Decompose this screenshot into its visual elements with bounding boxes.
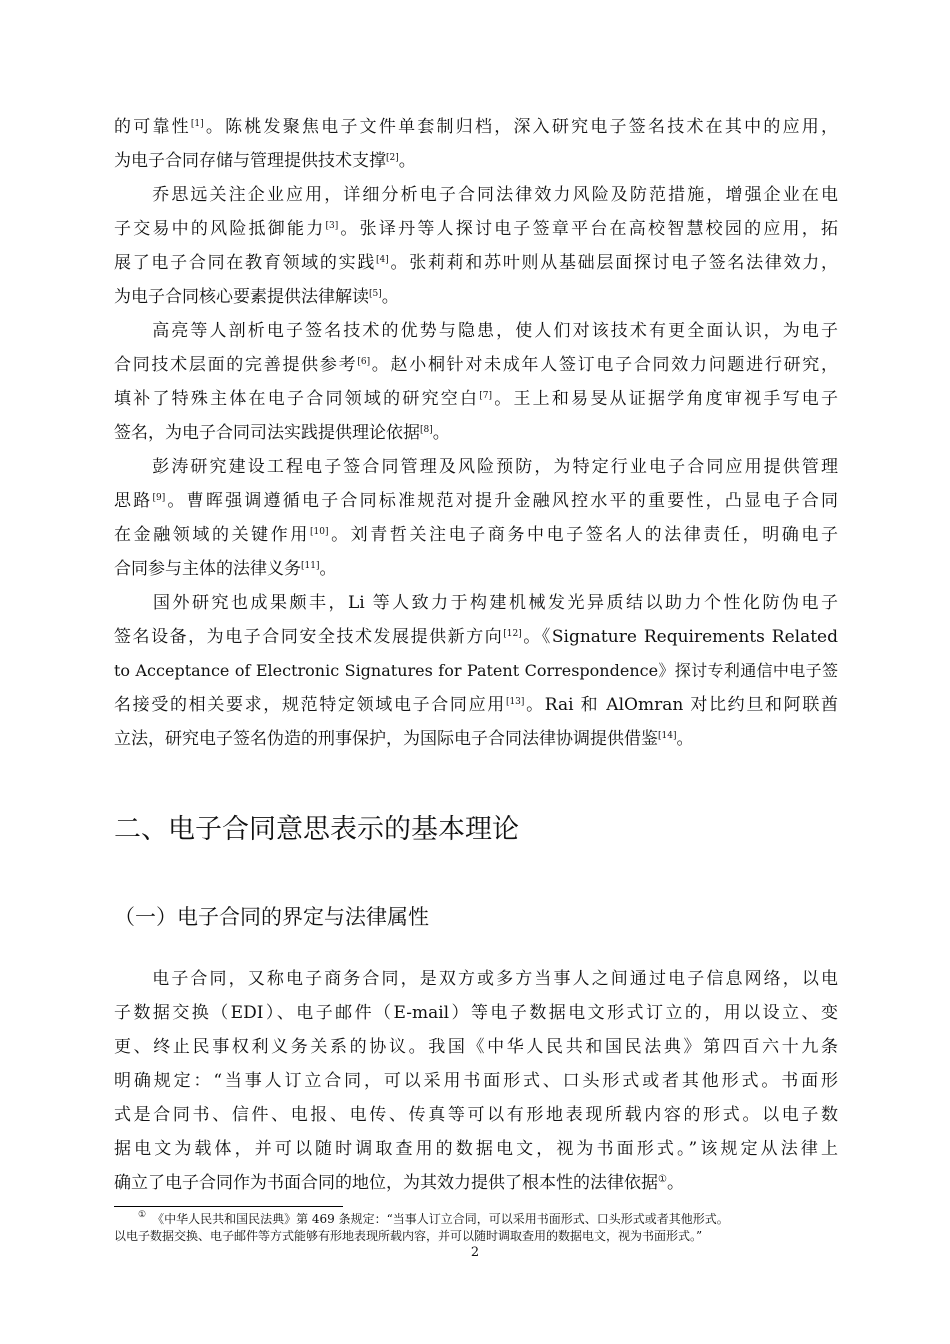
text-line: 国外研究也成果颇丰，Li 等人致力于构建机械发光异质结以助力个性化防伪电子 — [114, 593, 838, 613]
text-line: 更、终止民事权利义务关系的协议。我国《中华人民共和国民法典》第四百六十九条 — [114, 1037, 838, 1057]
citation-ref: [2] — [386, 153, 399, 163]
footnote-line: 以电子数据交换、电子邮件等方式能够有形地表现所载内容，并可以随时调取查用的数据电文，视为书面形式。” — [114, 1229, 703, 1243]
text-run: 签名设备，为电子合同安全技术发展提供新方向 — [114, 627, 504, 647]
text-line — [114, 246, 838, 280]
text-run: 合同技术层面的完善提供参考 — [114, 355, 358, 375]
citation-ref: [10] — [309, 527, 329, 537]
text-run: 填补了特殊主体在电子合同领域的研究空白 — [114, 389, 480, 409]
text-run: 。 — [432, 423, 450, 443]
footnote-mark: ① — [138, 1210, 147, 1220]
text-run: 为电子合同核心要素提供法律解读 — [114, 287, 369, 307]
citation-ref: [11] — [301, 561, 320, 571]
text-line — [114, 144, 838, 178]
paragraph-1 — [114, 110, 838, 178]
text-line — [114, 722, 838, 756]
text-run: 。陈桃发聚焦电子文件单套制归档，深入研究电子签名技术在其中的应用， — [203, 117, 839, 137]
paragraph-5 — [114, 586, 838, 756]
text-run: 。曹晖强调遵循电子合同标准规范对提升金融风控水平的重要性，凸显电子合同 — [165, 491, 839, 511]
text-line — [114, 552, 838, 586]
footnote-marker[interactable]: ① — [658, 1174, 667, 1185]
text-line: 乔思远关注企业应用，详细分析电子合同法律效力风险及防范措施，增强企业在电 — [114, 185, 838, 205]
text-run: 的可靠性 — [114, 117, 191, 137]
citation-ref: [5] — [369, 289, 382, 299]
footnote-separator — [114, 1206, 343, 1207]
subsection-heading: （一）电子合同的界定与法律属性 — [114, 905, 429, 929]
text-line: 彭涛研究建设工程电子签合同管理及风险预防，为特定行业电子合同应用提供管理 — [114, 457, 838, 477]
text-line — [114, 382, 838, 416]
text-line — [114, 280, 838, 314]
text-line: 式是合同书、信件、电报、电传、传真等可以有形地表现所载内容的形式。以电子数 — [114, 1105, 838, 1125]
citation-ref: [3] — [325, 221, 339, 231]
text-run: 。 — [398, 151, 416, 171]
text-line: 电子合同，又称电子商务合同，是双方或多方当事人之间通过电子信息网络，以电 — [114, 969, 838, 989]
citation-ref: [8] — [420, 425, 433, 435]
citation-ref: [1] — [190, 119, 204, 129]
text-line — [114, 688, 838, 722]
text-line: 明确规定：“当事人订立合同，可以采用书面形式、口头形式或者其他形式。书面形 — [114, 1071, 838, 1091]
text-line — [114, 212, 838, 246]
citation-ref: [7] — [479, 391, 492, 401]
section-heading: 二、电子合同意思表示的基本理论 — [114, 814, 519, 845]
text-run: 。张莉莉和苏叶则从基础层面探讨电子签名法律效力， — [388, 253, 839, 273]
text-line: to Acceptance of Electronic Signatures for Patent Correspondence》探讨专利通信中电子签 — [114, 661, 838, 680]
text-run: 。 — [666, 1173, 684, 1193]
text-run: 。刘青哲关注电子商务中电子签名人的法律责任，明确电子 — [328, 525, 839, 545]
text-run: 。张译丹等人探讨电子签章平台在高校智慧校园的应用，拓 — [338, 219, 838, 239]
text-run: 子交易中的风险抵御能力 — [114, 219, 326, 239]
text-line — [114, 518, 838, 552]
text-line — [114, 348, 838, 382]
text-line — [114, 110, 838, 144]
text-line — [114, 416, 838, 450]
text-run: 为电子合同存储与管理提供技术支撑 — [114, 151, 386, 171]
text-run: 。 — [676, 729, 694, 749]
paragraph-3 — [114, 314, 838, 450]
paragraph-4 — [114, 450, 838, 586]
paragraph-6 — [114, 962, 838, 1200]
text-run: 。王上和易旻从证据学角度审视手写电子 — [492, 389, 839, 409]
text-run: 合同参与主体的法律义务 — [114, 559, 301, 579]
text-run: 。 — [381, 287, 399, 307]
text-line — [114, 484, 838, 518]
text-run: 思路 — [114, 491, 153, 511]
text-run: 。Rai 和 AlOmran 对比约旦和阿联酋 — [524, 695, 838, 715]
citation-ref: [14] — [658, 731, 677, 741]
text-run: 。《Signature Requirements Related — [521, 627, 838, 647]
page-number: 2 — [470, 1245, 480, 1260]
text-line: 据电文为载体，并可以随时调取查用的数据电文，视为书面形式。”该规定从法律上 — [114, 1139, 838, 1159]
text-run: 《中华人民共和国民法典》第 469 条规定：“当事人订立合同，可以采用书面形式、口头形式或者其他形式。 — [146, 1212, 729, 1226]
text-line: 高亮等人剖析电子签名技术的优势与隐患，使人们对该技术有更全面认识，为电子 — [114, 321, 838, 341]
footnote-line — [114, 1211, 840, 1228]
citation-ref: [4] — [376, 255, 389, 265]
footnote — [114, 1211, 840, 1245]
text-run: 。 — [319, 559, 337, 579]
text-run: 名接受的相关要求，规范特定领域电子合同应用 — [114, 695, 506, 715]
text-run: 立法，研究电子签名伪造的刑事保护，为国际电子合同法律协调提供借鉴 — [114, 729, 658, 749]
text-run: 在金融领域的关键作用 — [114, 525, 310, 545]
citation-ref: [13] — [505, 697, 525, 707]
text-run: 签名，为电子合同司法实践提供理论依据 — [114, 423, 420, 443]
text-line: 子数据交换（EDI）、电子邮件（E-mail）等电子数据电文形式订立的，用以设立、变 — [114, 1003, 838, 1023]
text-run: 。赵小桐针对未成年人签订电子合同效力问题进行研究， — [370, 355, 839, 375]
citation-ref: [12] — [503, 629, 522, 639]
citation-ref: [6] — [357, 357, 371, 367]
text-line — [114, 620, 838, 654]
paragraph-2 — [114, 178, 838, 314]
citation-ref: [9] — [152, 493, 166, 503]
text-run: 展了电子合同在教育领域的实践 — [114, 253, 377, 273]
text-run: 确立了电子合同作为书面合同的地位，为其效力提供了根本性的法律依据 — [114, 1173, 658, 1193]
text-line — [114, 1166, 838, 1200]
